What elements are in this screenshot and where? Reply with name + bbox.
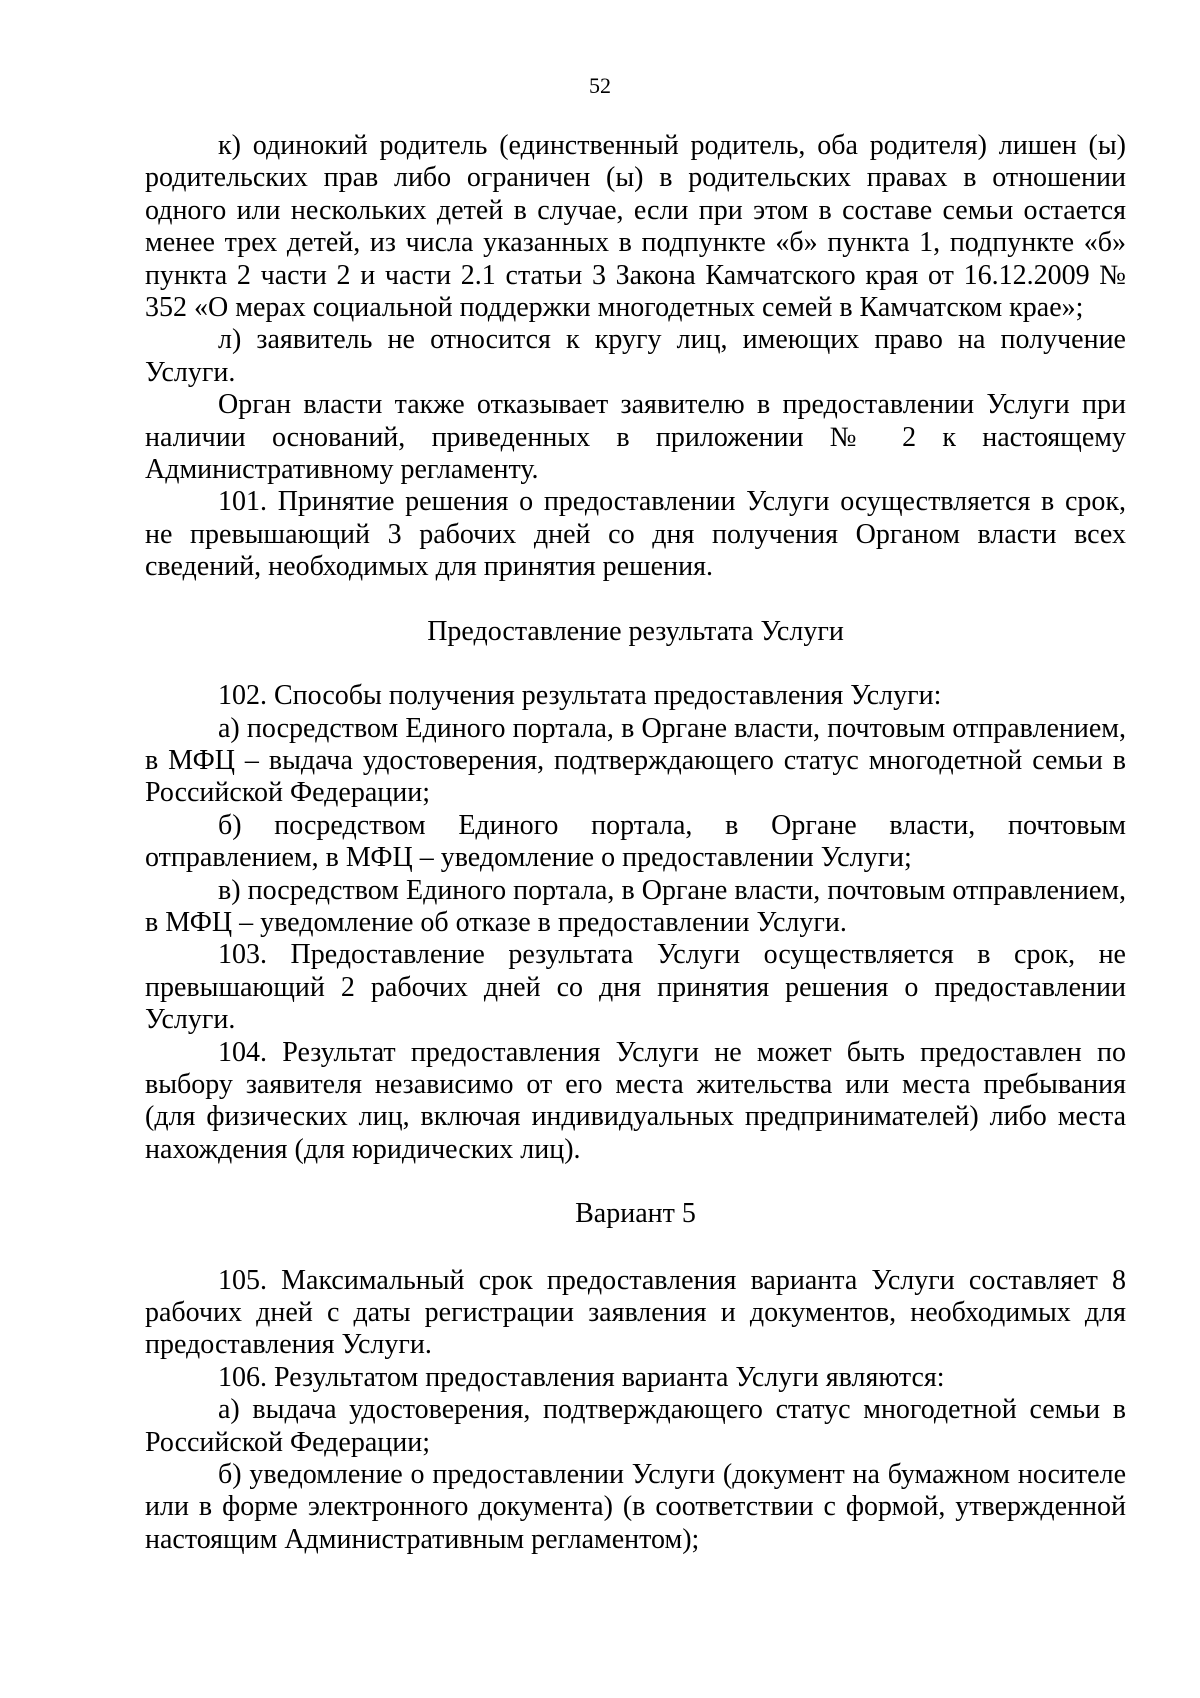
paragraph-102: 102. Способы получения результата предоставления Услуги:	[218, 680, 942, 712]
paragraph-105: 105. Максимальный срок предоставления варианта Услуги составляет 8 рабочих дней с даты регистрации заявления и документов, необходимых для предоставления Услуги.	[145, 1264, 1126, 1361]
paragraph-102-a: а) посредством Единого портала, в Органе власти, почтовым отправлением, в МФЦ – выдача удостоверения, подтверждающего статус многодетной семьи в Российской Федерации;	[145, 712, 1126, 809]
paragraph-102-b: б) посредством Единого портала, в Органе власти, почтовым отправлением, в МФЦ – уведомление о предоставлении Услуги;	[145, 809, 1126, 874]
paragraph-104: 104. Результат предоставления Услуги не может быть предоставлен по выбору заявителя независимо от его места жительства или места пребывания (для физических лиц, включая индивидуальных предпринимателей) либо места нахождения (для юридических лиц).	[145, 1036, 1126, 1165]
paragraph-101: 101. Принятие решения о предоставлении Услуги осуществляется в срок, не превышающий 3 рабочих дней со дня получения Органом власти всех сведений, необходимых для принятия решения.	[145, 486, 1126, 583]
paragraph-106-b: б) уведомление о предоставлении Услуги (документ на бумажном носителе или в форме электронного документа) (в соответствии с формой, утвержденной настоящим Административным регламентом);	[145, 1459, 1126, 1555]
paragraph-106-a: а) выдача удостоверения, подтверждающего статус многодетной семьи в Российской Федерации;	[145, 1394, 1126, 1458]
section-heading-variant-5: Вариант 5	[575, 1198, 696, 1230]
paragraph-106: 106. Результатом предоставления варианта Услуги являются:	[218, 1361, 945, 1393]
paragraph-103: 103. Предоставление результата Услуги осуществляется в срок, не превышающий 2 рабочих дней со дня принятия решения о предоставлении Услуги.	[145, 939, 1126, 1036]
page-number: 52	[589, 73, 611, 98]
paragraph-refusal: Орган власти также отказывает заявителю в предоставлении Услуги при наличии оснований, приведенных в приложении № 2 к настоящему Административному регламенту.	[145, 389, 1126, 486]
section-heading-result: Предоставление результата Услуги	[427, 615, 844, 647]
paragraph-102-v: в) посредством Единого портала, в Органе власти, почтовым отправлением, в МФЦ – уведомление об отказе в предоставлении Услуги.	[145, 874, 1126, 938]
document-body	[145, 130, 1126, 1556]
paragraph-k: к) одинокий родитель (единственный родитель, оба родителя) лишен (ы) родительских прав либо ограничен (ы) в родительских правах в отношении одного или нескольких детей в случае, если при этом в составе семьи остается менее трех детей, из числа указанных в подпункте «б» пункта 1, подпункте «б» пункта 2 части 2 и части 2.1 статьи 3 Закона Камчатского края от 16.12.2009 № 352 «О мерах социальной поддержки многодетных семей в Камчатском крае»;	[145, 130, 1126, 324]
paragraph-l: л) заявитель не относится к кругу лиц, имеющих право на получение Услуги.	[145, 324, 1126, 388]
